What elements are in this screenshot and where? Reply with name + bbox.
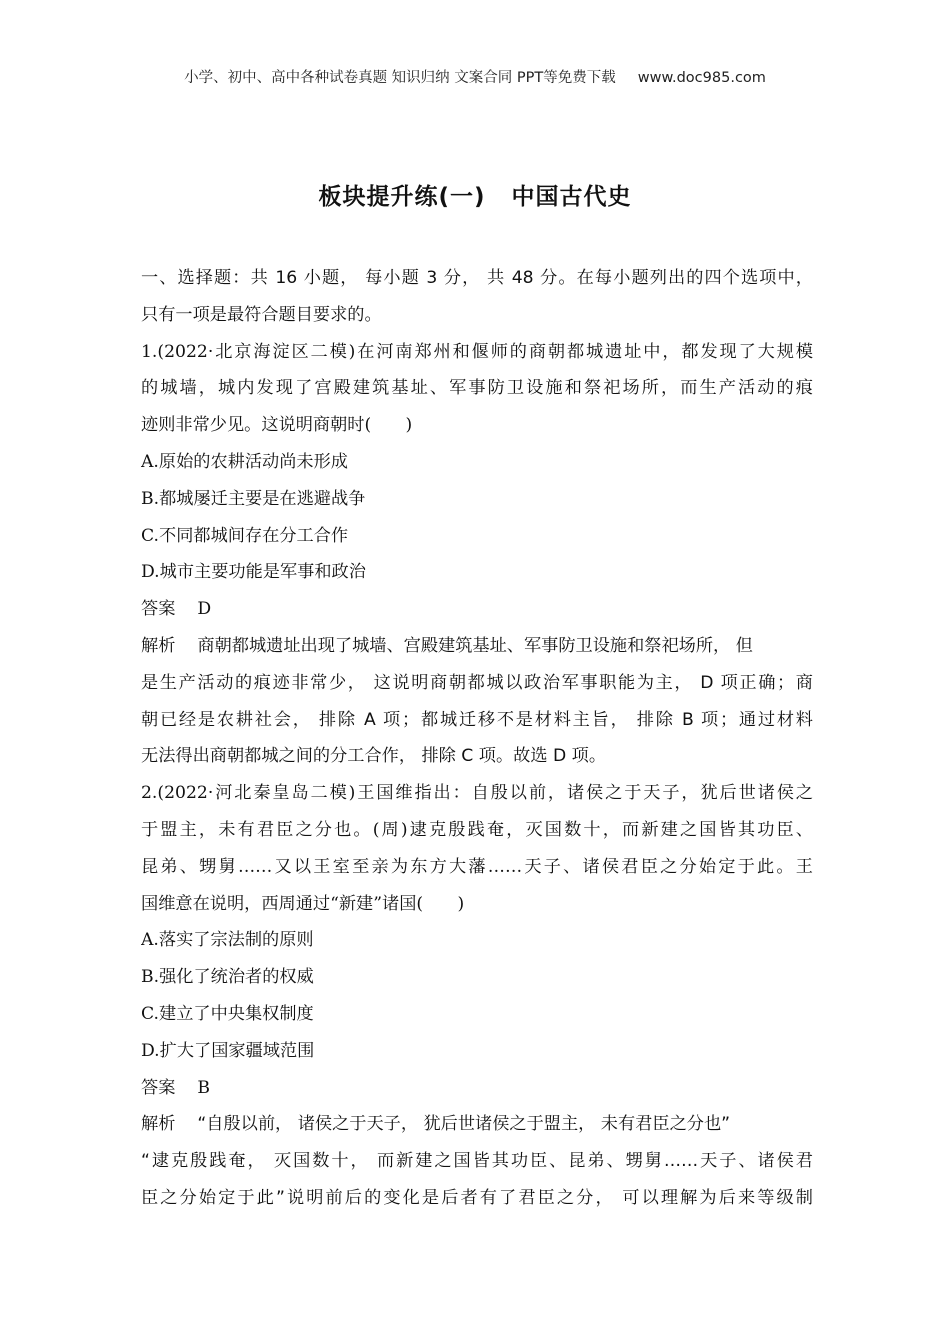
document-body <box>141 260 813 1217</box>
analysis-line <box>141 628 813 665</box>
analysis-text: 朝已经是农耕社会， 排除 A 项；都城迁移不是材料主旨， 排除 B 项；通过材料 <box>141 709 813 730</box>
option-b: B.强化了统治者的权威 <box>141 967 314 988</box>
option-c: C.建立了中央集权制度 <box>141 1003 314 1024</box>
question-stem: 1.(2022·北京海淀区二模)在河南郑州和偃师的商朝都城遗址中，都发现了大规模 <box>141 341 813 362</box>
analysis-text: 商朝都城遗址出现了城墙、宫殿建筑基址、军事防卫设施和祭祀场所， 但 <box>197 635 753 656</box>
analysis-line <box>141 1106 813 1143</box>
analysis-text: “逮克殷践奄， 灭国数十， 而新建之国皆其功臣、昆弟、甥舅……天子、诸侯君 <box>141 1151 813 1172</box>
header-text: 小学、初中、高中各种试卷真题 知识归纳 文案合同 PPT等免费下载 <box>184 70 616 86</box>
analysis-text: 无法得出商朝都城之间的分工合作， 排除 C 项。故选 D 项。 <box>141 746 607 767</box>
option-c: C.不同都城间存在分工合作 <box>141 525 349 546</box>
analysis-text: “自殷以前， 诸侯之于天子， 犹后世诸侯之于盟主， 未有君臣之分也” <box>197 1114 731 1135</box>
question-stem: 迹则非常少见。这说明商朝时( ) <box>141 415 413 436</box>
option-d: D.城市主要功能是军事和政治 <box>141 562 366 583</box>
question-stem: 国维意在说明，西周通过“新建”诸国( ) <box>141 893 465 914</box>
page-header <box>0 66 950 87</box>
answer-line <box>141 1070 813 1107</box>
analysis-label: 解析 <box>141 1114 176 1135</box>
header-site-link[interactable]: www.doc985.com <box>637 70 766 86</box>
title-main: 板块提升练(一) <box>318 184 486 210</box>
question-stem: 2.(2022·河北秦皇岛二模)王国维指出：自殷以前，诸侯之于天子，犹后世诸侯之 <box>141 783 813 804</box>
question-stem: 的城墙，城内发现了宫殿建筑基址、军事防卫设施和祭祀场所，而生产活动的痕 <box>141 378 813 399</box>
answer-value: D <box>197 599 212 620</box>
section-instruction: 一、选择题：共 16 小题， 每小题 3 分， 共 48 分。在每小题列出的四个选项中， <box>141 268 813 288</box>
title-sub: 中国古代史 <box>511 184 632 210</box>
option-a: A.落实了宗法制的原则 <box>141 930 314 951</box>
option-d: D.扩大了国家疆域范围 <box>141 1040 315 1061</box>
analysis-text: 是生产活动的痕迹非常少， 这说明商朝都城以政治军事职能为主， D 项正确；商 <box>141 672 813 693</box>
option-a: A.原始的农耕活动尚未形成 <box>141 451 348 472</box>
answer-label: 答案 <box>141 1077 176 1098</box>
question-stem: 昆弟、甥舅……又以王室至亲为东方大藩……天子、诸侯君臣之分始定于此。王 <box>141 856 813 877</box>
question-stem: 于盟主，未有君臣之分也。(周)逮克殷践奄，灭国数十，而新建之国皆其功臣、 <box>141 819 813 840</box>
section-instruction: 只有一项是最符合题目要求的。 <box>141 304 382 325</box>
answer-line <box>141 591 813 628</box>
analysis-label: 解析 <box>141 635 176 656</box>
option-b: B.都城屡迁主要是在逃避战争 <box>141 488 366 509</box>
answer-label: 答案 <box>141 599 176 620</box>
answer-value: B <box>197 1077 211 1098</box>
page-title <box>0 178 950 211</box>
analysis-text: 臣之分始定于此”说明前后的变化是后者有了君臣之分， 可以理解为后来等级制 <box>141 1187 813 1208</box>
